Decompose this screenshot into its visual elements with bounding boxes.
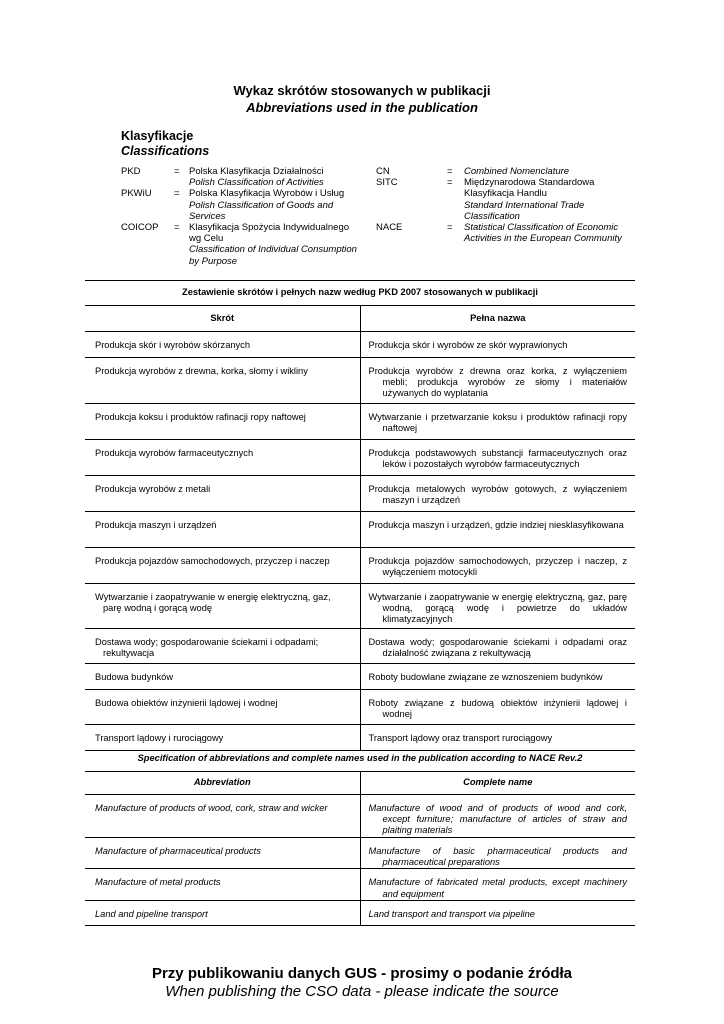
abbreviation-cell bbox=[85, 629, 360, 664]
full-name-text: Land transport and transport via pipeline bbox=[368, 909, 535, 920]
abbreviation-cell bbox=[85, 664, 360, 690]
full-name-cell bbox=[360, 690, 635, 725]
classification-abbr: PKD bbox=[121, 166, 141, 177]
classification-abbr: NACE bbox=[376, 222, 403, 234]
pkd-abbreviation-table bbox=[85, 280, 635, 751]
classification-abbr: CN bbox=[376, 166, 390, 177]
full-name-cell bbox=[360, 440, 635, 476]
table-row bbox=[85, 332, 635, 358]
abbreviation-text: Produkcja skór i wyrobów skórzanych bbox=[95, 340, 251, 350]
table-row bbox=[85, 404, 635, 440]
abbreviation-cell bbox=[85, 901, 360, 926]
classifications-heading-en: Classifications bbox=[121, 144, 210, 158]
equals-sign: = bbox=[447, 166, 453, 177]
full-name-text: Wytwarzanie i zaopatrywanie w energię elektryczną, gaz, parę wodną, gorącą wodę i powietrze do układów klimatyzacyjnych bbox=[368, 592, 627, 625]
full-name-text: Manufacture of wood and of products of wood and cork, except furniture; manufacture of articles of straw and plaiting materials bbox=[368, 803, 628, 836]
table-row bbox=[85, 548, 635, 584]
abbreviation-cell bbox=[85, 512, 360, 548]
equals-sign: = bbox=[174, 188, 180, 200]
abbreviation-cell bbox=[85, 332, 360, 358]
full-name-cell bbox=[360, 901, 635, 926]
abbreviation-text: Land and pipeline transport bbox=[95, 909, 208, 920]
abbreviation-text: Produkcja wyrobów z drewna, korka, słomy i wikliny bbox=[95, 366, 308, 376]
source-notice bbox=[0, 965, 724, 1001]
abbreviation-cell bbox=[85, 690, 360, 725]
table-row bbox=[85, 629, 635, 664]
full-name-cell bbox=[360, 404, 635, 440]
title-polish: Wykaz skrótów stosowanych w publikacji bbox=[233, 83, 491, 98]
table-row bbox=[85, 440, 635, 476]
full-name-text: Produkcja wyrobów z drewna oraz korka, z wyłączeniem mebli; produkcja wyrobów ze słomy i materiałów używanych do wyplatania bbox=[368, 366, 627, 399]
table-row bbox=[85, 476, 635, 512]
column-header-full: Complete name bbox=[360, 772, 635, 795]
column-header-full: Pełna nazwa bbox=[360, 306, 635, 332]
abbreviation-text: Produkcja pojazdów samochodowych, przyczep i naczep bbox=[95, 556, 330, 566]
classification-entry bbox=[376, 222, 634, 244]
equals-sign: = bbox=[447, 177, 453, 189]
classification-entry bbox=[121, 222, 361, 267]
classification-entry bbox=[121, 166, 361, 188]
source-notice-pl: Przy publikowaniu danych GUS - prosimy o podanie źródła bbox=[151, 965, 573, 982]
nace-abbreviation-table bbox=[85, 747, 635, 926]
classification-name-pl: Międzynarodowa Standardowa Klasyfikacja Handlu bbox=[464, 177, 595, 200]
equals-sign: = bbox=[174, 222, 180, 234]
full-name-text: Transport lądowy oraz transport rurociągowy bbox=[368, 733, 553, 743]
full-name-text: Produkcja metalowych wyrobów gotowych, z wyłączeniem maszyn i urządzeń bbox=[368, 484, 627, 506]
full-name-cell bbox=[360, 548, 635, 584]
abbreviation-text: Transport lądowy i rurociągowy bbox=[95, 733, 224, 743]
classification-abbr: PKWiU bbox=[121, 188, 152, 200]
classification-list-left bbox=[121, 166, 361, 267]
full-name-cell bbox=[360, 664, 635, 690]
abbreviation-text: Budowa obiektów inżynierii lądowej i wodnej bbox=[95, 698, 278, 708]
table-row bbox=[85, 358, 635, 404]
classification-name bbox=[189, 166, 361, 188]
column-header-short: Abbreviation bbox=[85, 772, 360, 795]
classification-abbr: SITC bbox=[376, 177, 398, 189]
classification-name-en: Polish Classification of Goods and Services bbox=[189, 199, 334, 222]
abbreviation-cell bbox=[85, 548, 360, 584]
classification-abbr: COICOP bbox=[121, 222, 159, 234]
full-name-cell bbox=[360, 512, 635, 548]
abbreviation-text: Wytwarzanie i zaopatrywanie w energię elektryczną, gaz, parę wodną i gorącą wodę bbox=[95, 592, 331, 614]
full-name-text: Produkcja podstawowych substancji farmaceutycznych oraz leków i pozostałych wyrobów farmaceutycznych bbox=[368, 448, 627, 470]
abbreviation-text: Produkcja maszyn i urządzeń bbox=[95, 520, 217, 530]
table-caption: Zestawienie skrótów i pełnych nazw według PKD 2007 stosowanych w publikacji bbox=[85, 281, 635, 306]
abbreviation-text: Manufacture of products of wood, cork, straw and wicker bbox=[95, 803, 328, 813]
classification-entry bbox=[121, 188, 361, 222]
full-name-cell bbox=[360, 332, 635, 358]
full-name-cell bbox=[360, 795, 635, 838]
abbreviation-text: Manufacture of metal products bbox=[95, 877, 221, 888]
classification-name bbox=[189, 222, 361, 267]
abbreviation-cell bbox=[85, 404, 360, 440]
abbreviation-cell bbox=[85, 584, 360, 629]
classification-name-en: Combined Nomenclature bbox=[464, 166, 570, 177]
table-row bbox=[85, 869, 635, 901]
page-title bbox=[0, 82, 724, 116]
table-row bbox=[85, 690, 635, 725]
table-row bbox=[85, 838, 635, 869]
abbreviation-cell bbox=[85, 358, 360, 404]
classification-name bbox=[464, 222, 634, 244]
table-caption: Specification of abbreviations and complete names used in the publication according to NACE Rev.2 bbox=[85, 747, 635, 772]
equals-sign: = bbox=[447, 222, 453, 234]
equals-sign: = bbox=[174, 166, 180, 177]
full-name-cell bbox=[360, 629, 635, 664]
classification-name bbox=[464, 166, 634, 177]
abbreviation-text: Manufacture of pharmaceutical products bbox=[95, 846, 261, 856]
abbreviation-cell bbox=[85, 795, 360, 838]
classification-name-en: Classification of Individual Consumption by Purpose bbox=[189, 244, 357, 267]
full-name-text: Manufacture of basic pharmaceutical products and pharmaceutical preparations bbox=[368, 846, 628, 868]
abbreviation-cell bbox=[85, 869, 360, 901]
classifications-heading-pl: Klasyfikacje bbox=[121, 129, 194, 143]
table-row bbox=[85, 795, 635, 838]
classification-list-right bbox=[376, 166, 634, 244]
classification-name-pl: Polska Klasyfikacja Działalności bbox=[189, 166, 324, 177]
classification-name bbox=[464, 177, 634, 222]
full-name-text: Roboty budowlane związane ze wznoszeniem budynków bbox=[368, 672, 603, 682]
abbreviation-text: Produkcja koksu i produktów rafinacji ropy naftowej bbox=[95, 412, 306, 422]
classification-name-en: Polish Classification of Activities bbox=[189, 177, 324, 189]
full-name-text: Produkcja skór i wyrobów ze skór wyprawionych bbox=[368, 340, 568, 350]
classification-entry bbox=[376, 166, 634, 177]
table-row bbox=[85, 512, 635, 548]
table-caption-row bbox=[85, 281, 635, 306]
table-caption-row bbox=[85, 747, 635, 772]
abbreviation-cell bbox=[85, 440, 360, 476]
full-name-text: Roboty związane z budową obiektów inżynierii lądowej i wodnej bbox=[368, 698, 627, 720]
full-name-text: Produkcja maszyn i urządzeń, gdzie indziej niesklasyfikowana bbox=[368, 520, 624, 530]
table-row bbox=[85, 584, 635, 629]
abbreviation-text: Budowa budynków bbox=[95, 672, 174, 682]
full-name-cell bbox=[360, 584, 635, 629]
full-name-text: Wytwarzanie i przetwarzanie koksu i produktów rafinacji ropy naftowej bbox=[368, 412, 627, 434]
column-header-short: Skrót bbox=[85, 306, 360, 332]
table-row bbox=[85, 901, 635, 926]
full-name-cell bbox=[360, 869, 635, 901]
table-row bbox=[85, 664, 635, 690]
full-name-cell bbox=[360, 476, 635, 512]
classifications-heading bbox=[121, 129, 209, 159]
abbreviation-text: Produkcja wyrobów z metali bbox=[95, 484, 211, 494]
classification-name-pl: Klasyfikacja Spożycia Indywidualnego wg Celu bbox=[189, 222, 350, 245]
classification-name bbox=[189, 188, 361, 222]
classification-name-en: Standard International Trade Classification bbox=[464, 199, 585, 222]
full-name-text: Manufacture of fabricated metal products, except machinery and equipment bbox=[368, 877, 628, 899]
table-header-row bbox=[85, 306, 635, 332]
full-name-text: Dostawa wody; gospodarowanie ściekami i odpadami oraz działalność związana z rekultywacją bbox=[368, 637, 627, 659]
full-name-cell bbox=[360, 358, 635, 404]
full-name-text: Produkcja pojazdów samochodowych, przyczep i naczep, z wyłączeniem motocykli bbox=[368, 556, 627, 578]
abbreviation-cell bbox=[85, 838, 360, 869]
classification-name-en: Statistical Classification of Economic Activities in the European Community bbox=[464, 222, 622, 245]
abbreviation-text: Dostawa wody; gospodarowanie ściekami i odpadami; rekultywacja bbox=[95, 637, 319, 659]
source-notice-en: When publishing the CSO data - please indicate the source bbox=[165, 983, 559, 1000]
full-name-cell bbox=[360, 838, 635, 869]
abbreviation-cell bbox=[85, 476, 360, 512]
title-english: Abbreviations used in the publication bbox=[246, 100, 478, 115]
abbreviation-text: Produkcja wyrobów farmaceutycznych bbox=[95, 448, 254, 458]
classification-name-pl: Polska Klasyfikacja Wyrobów i Usług bbox=[189, 188, 345, 200]
classification-entry bbox=[376, 177, 634, 222]
table-header-row bbox=[85, 772, 635, 795]
